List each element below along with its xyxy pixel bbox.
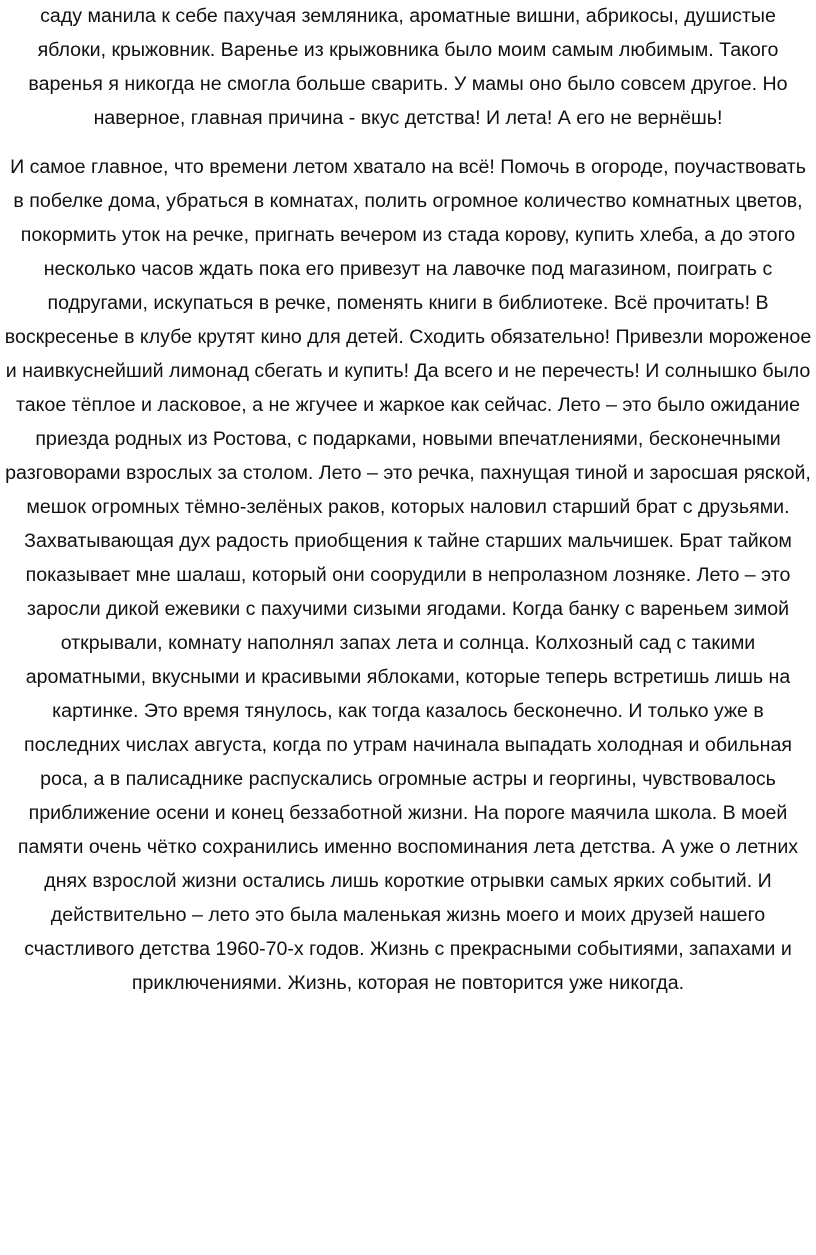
paragraph-1: саду манила к себе пахучая земляника, ароматные вишни, абрикосы, душистые яблоки, крыжовник. Варенье из крыжовника было моим самым любимым. Такого варенья я никогда не смогла больше сварить. У мамы оно было совсем другое. Но наверное, главная причина - вкус детства! И лета! А его не вернёшь! (28, 5, 788, 129)
paragraph-2: И самое главное, что времени летом хватало на всё! Помочь в огороде, поучаствовать в побелке дома, убраться в комнатах, полить огромное количество комнатных цветов, покормить уток на речке, пригнать вечером из стада корову, купить хлеба, а до этого несколько часов ждать пока его привезут на лавочке под магазином, поиграть с подругами, искупаться в речке, поменять книги в библиотеке. Всё прочитать! В воскресенье в клубе крутят кино для детей. Сходить обязательно! Привезли мороженое и наивкуснейший лимонад сбегать и купить! Да всего и не перечесть! И солнышко было такое тёплое и ласковое, а не жгучее и жаркое как сейчас. Лето – это было ожидание приезда родных из Ростова, с подарками, новыми впечатлениями, бесконечными разговорами взрослых за столом. Лето – это речка, пахнущая тиной и заросшая ряской, мешок огромных тёмно-зелёных раков, которых наловил старший брат с друзьями. Захватывающая дух радость приобщения к тайне старших мальчишек. Брат тайком показывает мне шалаш, который они соорудили в непролазном лозняке. Лето – это заросли дикой ежевики с пахучими сизыми ягодами. Когда банку с вареньем зимой открывали, комнату наполнял запах лета и солнца. Колхозный сад с такими ароматными, вкусными и красивыми яблоками, которые теперь встретишь лишь на картинке. Это время тянулось, как тогда казалось бесконечно. И только уже в последних числах августа, когда по утрам начинала выпадать холодная и обильная роса, а в палисаднике распускались огромные астры и георгины, чувствовалось приближение осени и конец беззаботной жизни. На пороге маячила школа. В моей памяти очень чётко сохранились именно воспоминания лета детства. А уже о летних днях взрослой жизни остались лишь короткие отрывки самых ярких событий. И действительно – лето это была маленькая жизнь моего и моих друзей нашего счастливого детства 1960-70-х годов. Жизнь с прекрасными событиями, запахами и приключениями. Жизнь, которая не повторится уже никогда. (4, 156, 812, 994)
